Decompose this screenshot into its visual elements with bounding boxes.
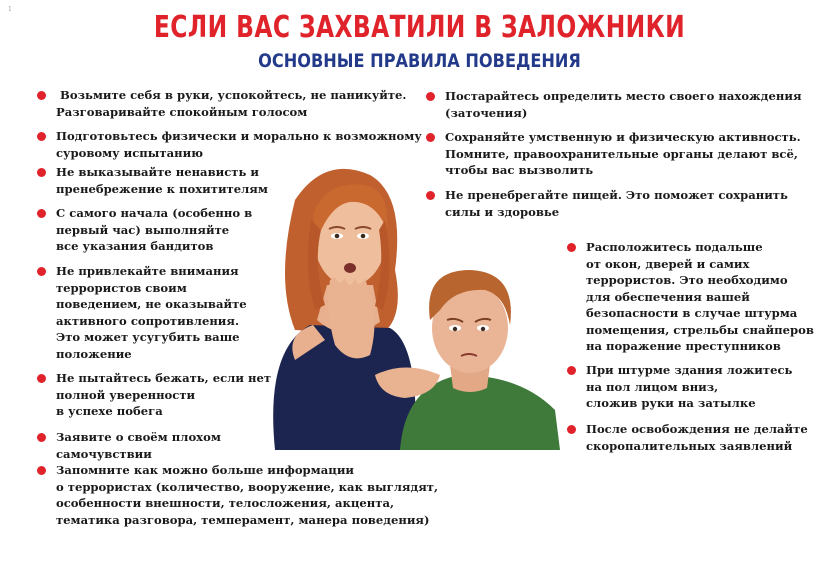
rule-text: Не пренебрегайте пищей. Это поможет сохранить силы и здоровье: [445, 188, 788, 219]
rule-item: [56, 164, 268, 197]
rule-text: Заявите о своём плохом самочувствии: [56, 430, 221, 461]
rule-item: [56, 128, 422, 161]
rule-text: Не выказывайте ненависть и пренебрежение к похитителям: [56, 165, 268, 196]
rule-item: [56, 370, 271, 420]
rule-item: [586, 239, 814, 355]
bullet-dot: [37, 433, 46, 442]
rule-text: Запомните как можно больше информации о террористах (количество, вооружение, как выглядят, особенности внешности, телосложения, акцента, тематика разговора, темперамент, манера поведения): [56, 463, 439, 527]
rule-text: Подготовьтесь физически и морально к возможному суровому испытанию: [56, 129, 422, 160]
rule-text: Не привлекайте внимания террористов своим поведением, не оказывайте активного сопротивления. Это может усугубить ваше положение: [56, 264, 247, 361]
rule-item: [586, 421, 808, 454]
rule-item: [56, 263, 247, 362]
corner-mark: 1: [8, 6, 12, 13]
rule-text: После освобождения не делайте скоропалительных заявлений: [586, 422, 808, 453]
bullet-dot: [426, 133, 435, 142]
rule-item: [445, 88, 802, 121]
rule-text: Сохраняйте умственную и физическую активность. Помните, правоохранительные органы делают всё, чтобы вас вызволить: [445, 130, 801, 177]
bullet-dot: [426, 92, 435, 101]
rule-item: [56, 462, 438, 528]
rule-item: [56, 205, 252, 255]
bullet-dot: [37, 91, 46, 100]
rule-item: [586, 362, 792, 412]
bullet-dot: [37, 168, 46, 177]
frightened-woman-and-boy-illustration: [255, 160, 575, 460]
bullet-dot: [37, 209, 46, 218]
page-subtitle: ОСНОВНЫЕ ПРАВИЛА ПОВЕДЕНИЯ: [258, 50, 581, 72]
rule-text: С самого начала (особенно в первый час) выполняйте все указания бандитов: [56, 206, 253, 253]
bullet-dot: [37, 267, 46, 276]
rule-item: [56, 87, 406, 120]
rule-text: Постарайтесь определить место своего нахождения (заточения): [445, 89, 802, 120]
bullet-dot: [37, 466, 46, 475]
rule-text: Не пытайтесь бежать, если нет полной уверенности в успехе побега: [56, 371, 272, 418]
bullet-dot: [37, 132, 46, 141]
rule-item: [56, 429, 221, 462]
rule-text: Возьмите себя в руки, успокойтесь, не паникуйте. Разговаривайте спокойным голосом: [56, 88, 407, 119]
page-title: ЕСЛИ ВАС ЗАХВАТИЛИ В ЗАЛОЖНИКИ: [153, 10, 686, 45]
rule-text: При штурме здания ложитесь на пол лицом вниз, сложив руки на затылке: [586, 363, 793, 410]
bullet-dot: [37, 374, 46, 383]
rule-text: Расположитесь подальше от окон, дверей и самих террористов. Это необходимо для обеспечения вашей безопасности в случае штурма помещения, стрельбы снайперов на поражение преступников: [586, 240, 814, 353]
